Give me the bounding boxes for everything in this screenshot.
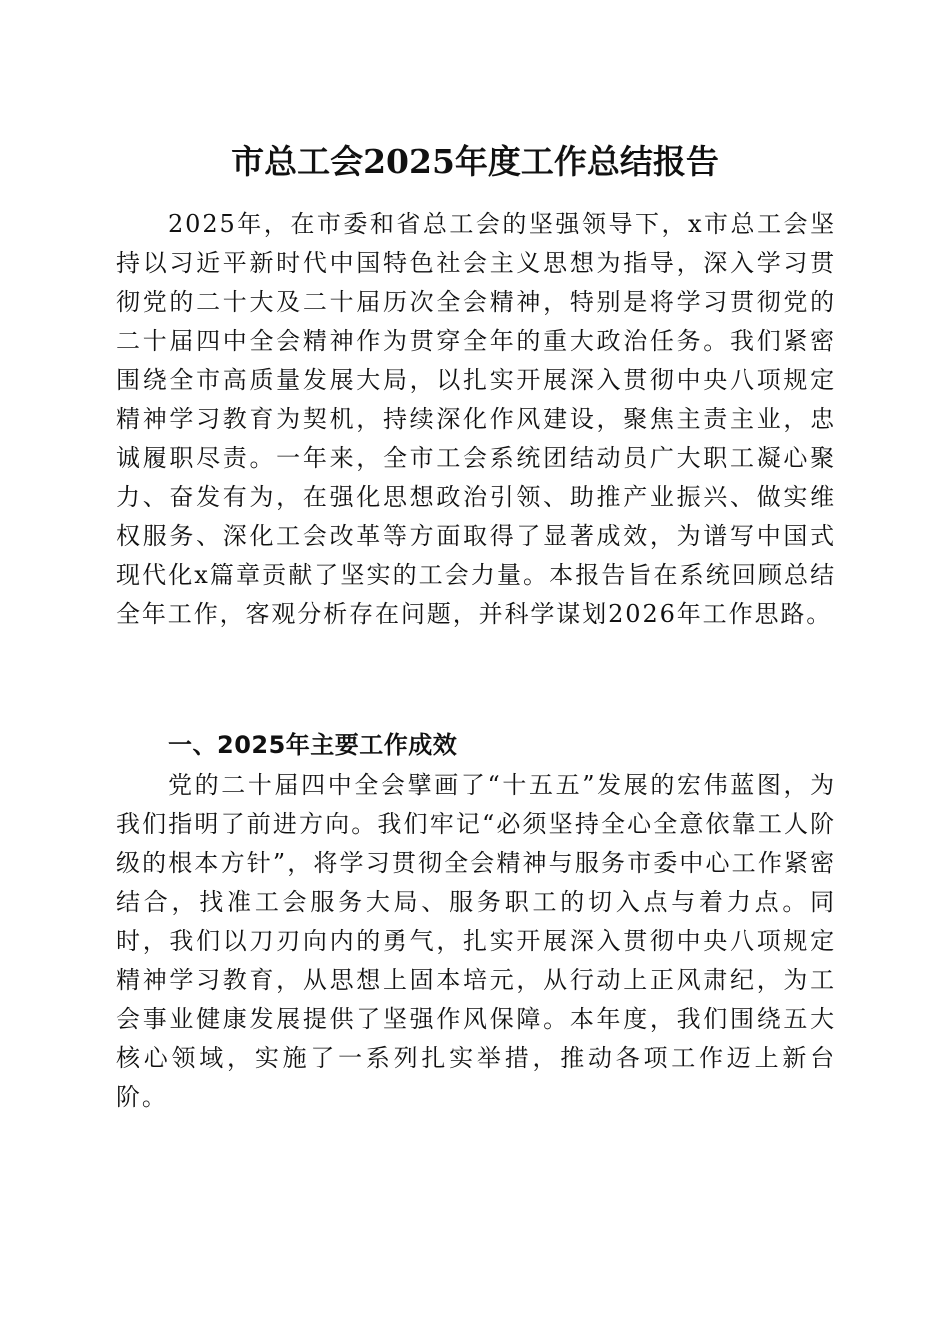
intro-paragraph: 2025年，在市委和省总工会的坚强领导下，x市总工会坚持以习近平新时代中国特色社会主义思想为指导，深入学习贯彻党的二十大及二十届历次全会精神，特别是将学习贯彻党的二十届四中全会精神作为贯穿全年的重大政治任务。我们紧密围绕全市高质量发展大局，以扎实开展深入贯彻中央八项规定精神学习教育为契机，持续深化作风建设，聚焦主责主业，忠诚履职尽责。一年来，全市工会系统团结动员广大职工凝心聚力、奋发有为，在强化思想政治引领、助推产业振兴、做实维权服务、深化工会改革等方面取得了显著成效，为谱写中国式现代化x篇章贡献了坚实的工会力量。本报告旨在系统回顾总结全年工作，客观分析存在问题，并科学谋划2026年工作思路。: [116, 210, 836, 628]
document-title: 市总工会2025年度工作总结报告: [231, 142, 719, 181]
section-paragraph: 党的二十届四中全会擘画了“十五五”发展的宏伟蓝图，为我们指明了前进方向。我们牢记“必须坚持全心全意依靠工人阶级的根本方针”，将学习贯彻全会精神与服务市委中心工作紧密结合，找准工会服务大局、服务职工的切入点与着力点。同时，我们以刀刃向内的勇气，扎实开展深入贯彻中央八项规定精神学习教育，从思想上固本培元，从行动上正风肃纪，为工会事业健康发展提供了坚强作风保障。本年度，我们围绕五大核心领域，实施了一系列扎实举措，推动各项工作迈上新台阶。: [116, 771, 836, 1111]
section-heading: 一、2025年主要工作成效: [168, 731, 458, 759]
